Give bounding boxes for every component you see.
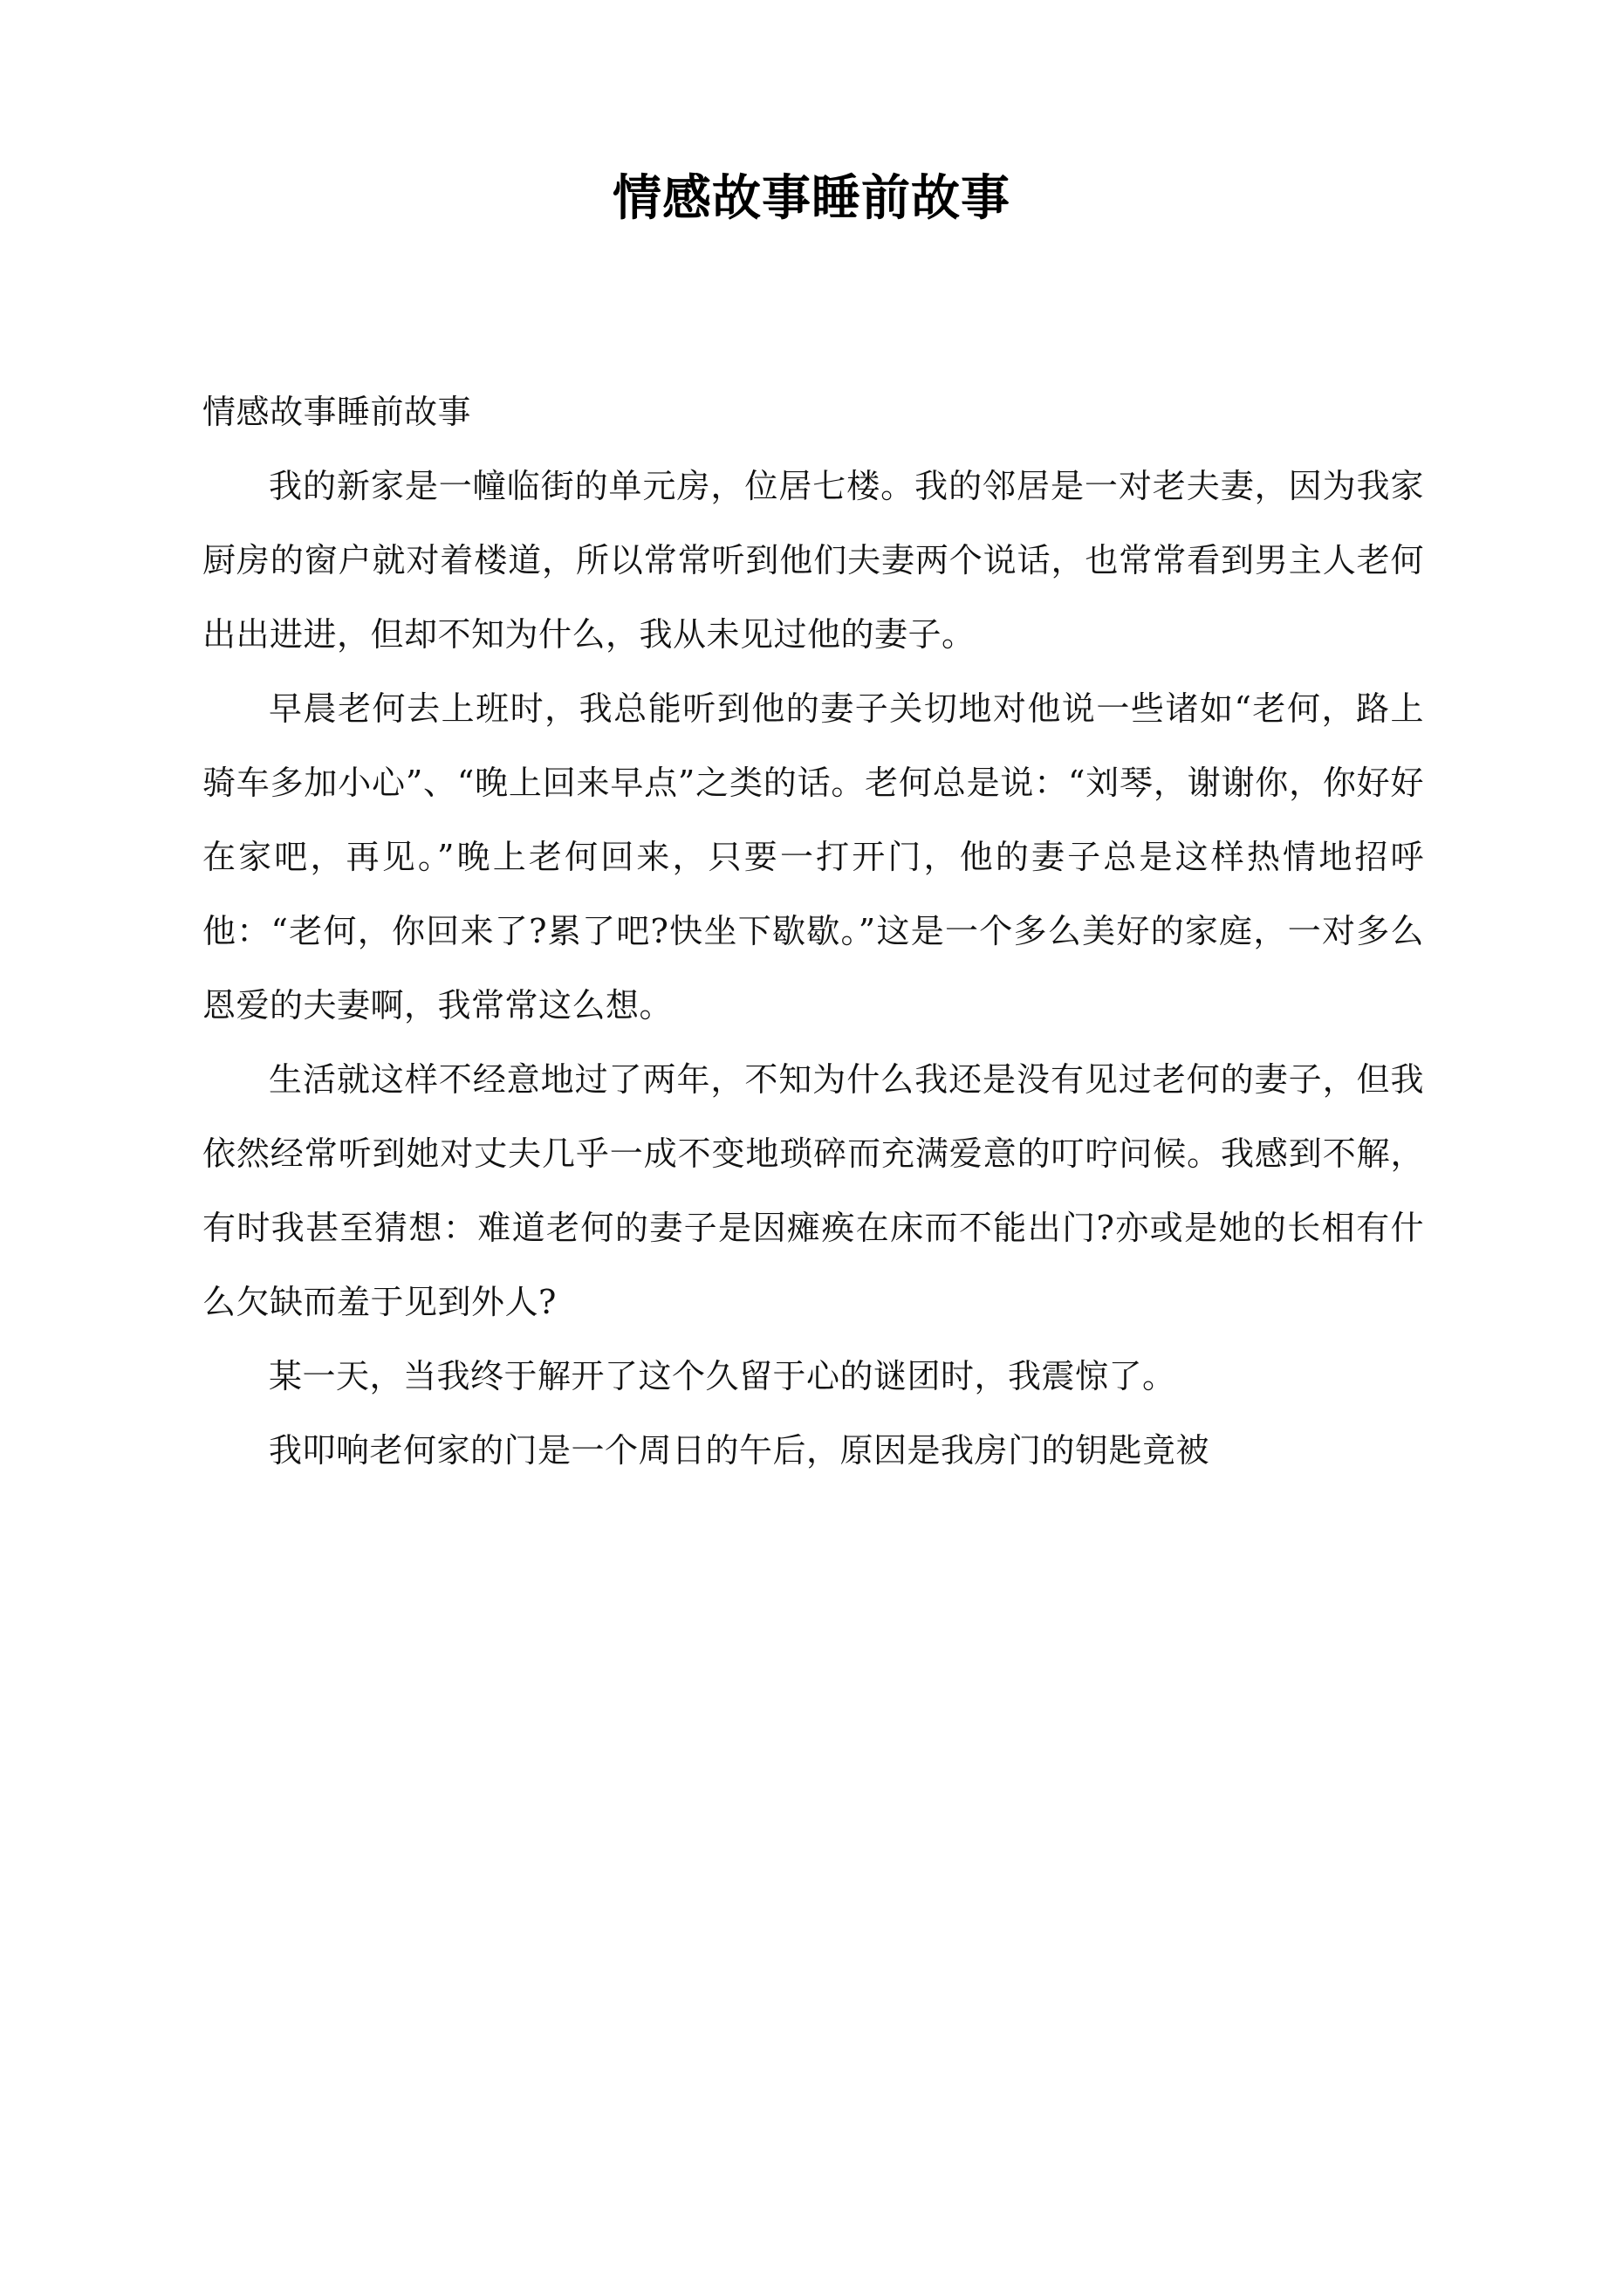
paragraph-heading-repeat: 情感故事睡前故事: [202, 393, 472, 431]
paragraph-5: 我叩响老何家的门是一个周日的午后，原因是我房门的钥匙竟被: [269, 1431, 1210, 1470]
document-body: [202, 375, 1424, 1488]
page-title: 情感故事睡前故事: [613, 169, 1010, 227]
paragraph-2: 早晨老何去上班时，我总能听到他的妻子关切地对他说一些诸如“老何，路上骑车多加小心”、“晚上回来早点”之类的话。老何总是说：“刘琴，谢谢你，你好好在家吧，再见。”晚上老何回来，只要一打开门，他的妻子总是这样热情地招呼他：“老何，你回来了?累了吧?快坐下歇歇。”这是一个多么美好的家庭，一对多么恩爱的夫妻啊，我常常这么想。: [202, 689, 1424, 1025]
paragraph-1: 我的新家是一幢临街的单元房，位居七楼。我的邻居是一对老夫妻，因为我家厨房的窗户就对着楼道，所以常常听到他们夫妻两个说话，也常常看到男主人老何出出进进，但却不知为什么，我从未见过他的妻子。: [202, 467, 1424, 654]
paragraph-4: 某一天，当我终于解开了这个久留于心的谜团时，我震惊了。: [269, 1357, 1176, 1395]
paragraph-3: 生活就这样不经意地过了两年，不知为什么我还是没有见过老何的妻子，但我依然经常听到她对丈夫几乎一成不变地琐碎而充满爱意的叮咛问候。我感到不解，有时我甚至猜想：难道老何的妻子是因瘫痪在床而不能出门?亦或是她的长相有什么欠缺而羞于见到外人?: [202, 1060, 1424, 1321]
